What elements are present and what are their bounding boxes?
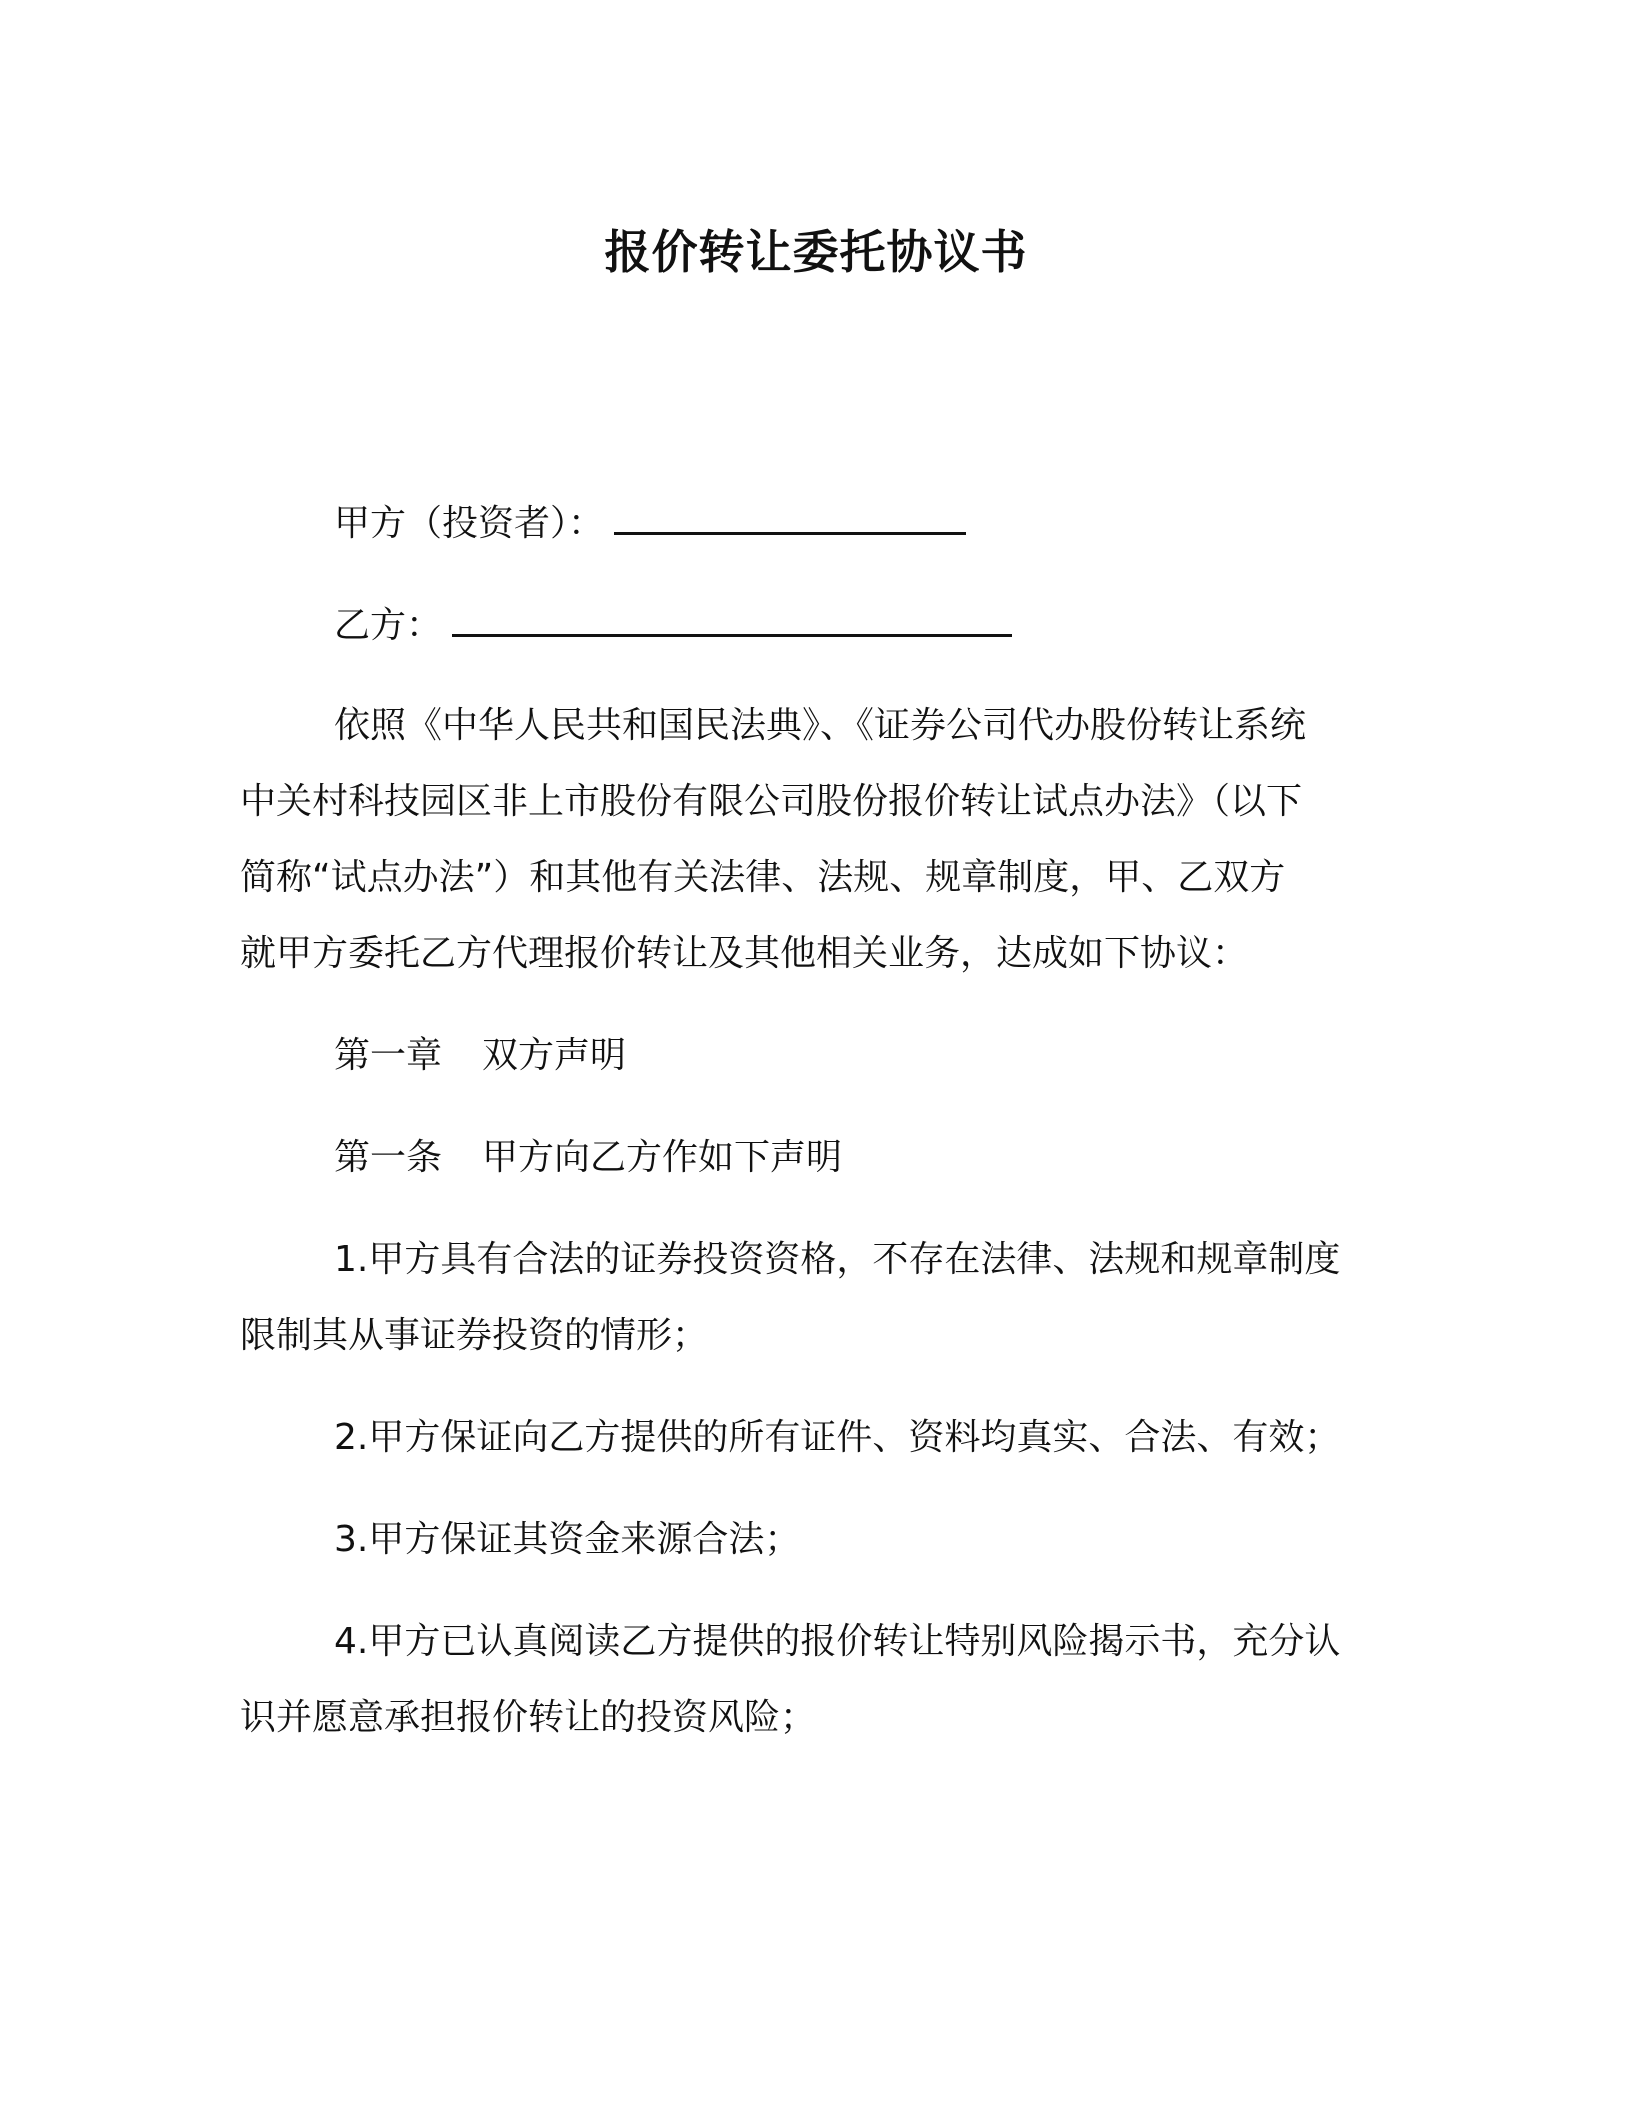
document-title: 报价转让委托协议书 xyxy=(604,225,1028,279)
party-b-field xyxy=(334,598,1012,652)
item-2-line-1: 2.甲方保证向乙方提供的所有证件、资料均真实、合法、有效； xyxy=(334,1417,1341,1458)
chapter-title: 双方声明 xyxy=(482,1035,627,1076)
preamble-line-3: 简称“试点办法”）和其他有关法律、法规、规章制度，甲、乙双方 xyxy=(240,857,1286,898)
item-4-line-1: 4.甲方已认真阅读乙方提供的报价转让特别风险揭示书，充分认 xyxy=(334,1621,1341,1662)
article-number: 第一条 xyxy=(334,1137,443,1178)
preamble-line-2: 中关村科技园区非上市股份有限公司股份报价转让试点办法》（以下 xyxy=(240,781,1303,822)
party-b-label: 乙方： xyxy=(334,605,443,646)
party-a-field xyxy=(334,496,966,550)
item-1-line-2: 限制其从事证券投资的情形； xyxy=(240,1315,709,1356)
party-b-blank-line xyxy=(452,598,1012,637)
item-3-line-1: 3.甲方保证其资金来源合法； xyxy=(334,1519,801,1560)
item-1-line-1: 1.甲方具有合法的证券投资资格，不存在法律、法规和规章制度 xyxy=(334,1239,1341,1280)
preamble-line-1: 依照《中华人民共和国民法典》、《证券公司代办股份转让系统 xyxy=(334,705,1307,746)
item-4-line-2: 识并愿意承担报价转让的投资风险； xyxy=(240,1697,817,1738)
article-heading xyxy=(334,1132,842,1184)
preamble-line-4: 就甲方委托乙方代理报价转让及其他相关业务，达成如下协议： xyxy=(240,933,1249,974)
chapter-number: 第一章 xyxy=(334,1035,443,1076)
party-a-label: 甲方（投资者）： xyxy=(334,503,605,544)
article-title: 甲方向乙方作如下声明 xyxy=(482,1137,843,1178)
chapter-heading xyxy=(334,1030,626,1082)
party-a-blank-line xyxy=(614,496,966,535)
